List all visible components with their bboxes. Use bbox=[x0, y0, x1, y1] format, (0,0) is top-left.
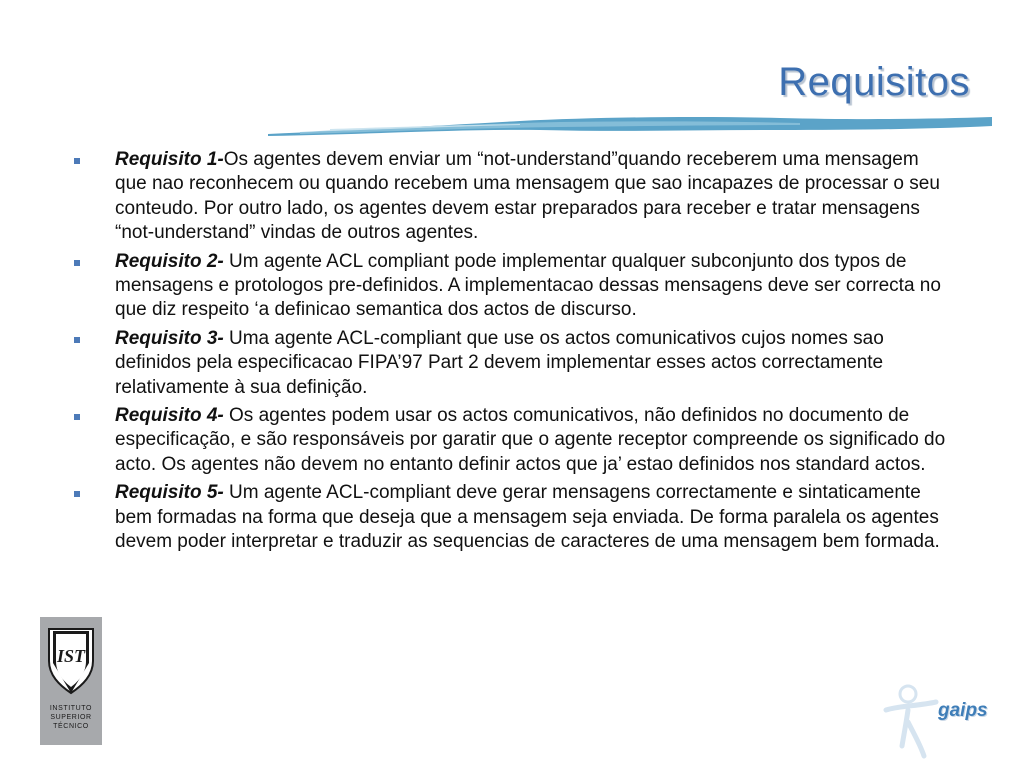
ist-line: TÉCNICO bbox=[53, 723, 89, 730]
gaips-wordmark: gaips bbox=[938, 700, 988, 721]
requirements-list bbox=[68, 148, 948, 559]
list-item bbox=[68, 250, 948, 323]
square-bullet-icon bbox=[74, 491, 80, 497]
requirement-text: Um agente ACL-compliant deve gerar mensagens correctamente e sintaticamente bem formadas na forma que deseja que a mensagem seja enviada. De forma paralela os agentes devem poder interpretar e traduzir as sequencias de caracteres de uma mensagem bem formada. bbox=[115, 482, 940, 553]
requirement-text: Os agentes devem enviar um “not-understand”quando receberem uma mensagem que nao reconhecem ou quando recebem uma mensagem que sao incapazes de processar o seu conteudo. Por outro lado, os agentes devem estar preparados para receber e tratar mensagens “not-understand” vindas de outros agentes. bbox=[115, 149, 940, 244]
requirement-label: Requisito 4- bbox=[115, 405, 224, 427]
ist-wordmark bbox=[40, 704, 102, 731]
requirement-label: Requisito 1- bbox=[115, 149, 224, 170]
requirement-label: Requisito 5- bbox=[115, 482, 224, 504]
ist-shield-icon bbox=[40, 617, 102, 701]
gaips-logo bbox=[878, 680, 988, 762]
slide-title: Requisitos bbox=[778, 60, 970, 104]
list-item bbox=[68, 327, 948, 400]
title-swoosh-decoration bbox=[0, 108, 1024, 148]
requirement-text: Os agentes podem usar os actos comunicativos, não definidos no documento de especificação, e são responsáveis por garatir que o agente receptor compreende os significado do acto. Os agentes não devem no entanto definir actos que ja’ estao definidos nos standard actos. bbox=[115, 405, 946, 475]
requirement-label: Requisito 3- bbox=[115, 327, 224, 349]
ist-line: SUPERIOR bbox=[50, 714, 92, 721]
square-bullet-icon bbox=[74, 414, 80, 420]
svg-text:IST: IST bbox=[56, 646, 86, 666]
requirement-text: Um agente ACL compliant pode implementar qualquer subconjunto dos typos de mensagens e protologos pre-definidos. A implementacao dessas mensagens deve ser correcta no que diz respeito ‘a definicao semantica dos actos de discurso. bbox=[115, 250, 941, 321]
list-item bbox=[68, 481, 948, 554]
list-item bbox=[68, 148, 948, 246]
square-bullet-icon bbox=[74, 260, 80, 266]
ist-line: INSTITUTO bbox=[49, 705, 93, 712]
requirement-text: Uma agente ACL-compliant que use os actos comunicativos cujos nomes sao definidos pela especificacao FIPA’97 Part 2 devem implementar esses actos correctamente relativamente à sua definição. bbox=[115, 327, 884, 398]
requirement-label: Requisito 2- bbox=[115, 250, 224, 272]
square-bullet-icon bbox=[74, 158, 80, 164]
ist-logo bbox=[40, 617, 102, 745]
square-bullet-icon bbox=[74, 337, 80, 343]
list-item bbox=[68, 404, 948, 477]
